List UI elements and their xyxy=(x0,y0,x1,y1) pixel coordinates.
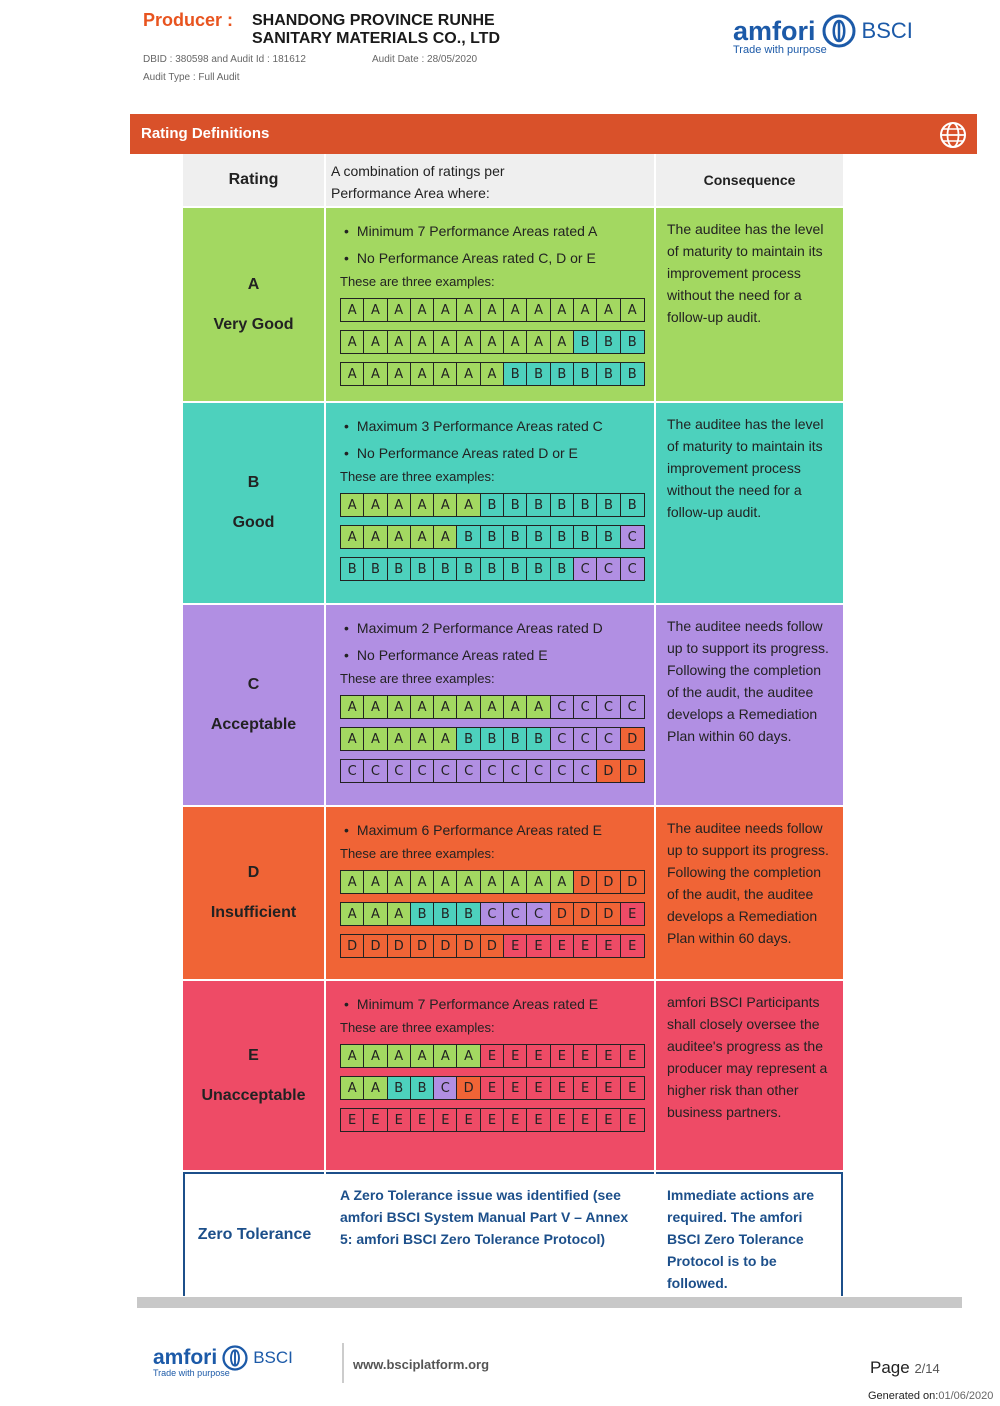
example-rating-box: B xyxy=(551,526,574,548)
combination-rule: • Minimum 7 Performance Areas rated A xyxy=(340,218,654,245)
example-rating-box: A xyxy=(388,299,411,321)
example-rating-box: D xyxy=(574,903,597,925)
example-rating-box: A xyxy=(551,299,574,321)
example-rating-box: B xyxy=(504,494,527,516)
example-rating-box: B xyxy=(551,363,574,385)
example-rating-box: A xyxy=(364,363,387,385)
example-rating-box: D xyxy=(457,935,480,957)
example-rating-box: C xyxy=(574,696,597,718)
example-rating-box: C xyxy=(411,760,434,782)
example-rating-box: A xyxy=(434,871,457,893)
generated-label: Generated on: xyxy=(868,1390,939,1402)
example-rating-box: C xyxy=(457,760,480,782)
example-rating-box: C xyxy=(434,760,457,782)
example-rating-box: A xyxy=(481,696,504,718)
example-sequence xyxy=(340,525,645,549)
consequence-cell: The auditee has the level of maturity to maintain its improvement process without the need for a follow-up audit. xyxy=(656,403,843,603)
header-combination-cell xyxy=(326,154,654,206)
example-rating-box: A xyxy=(434,696,457,718)
example-rating-box: B xyxy=(341,558,364,580)
example-rating-box: E xyxy=(341,1109,364,1131)
example-rating-box: B xyxy=(434,558,457,580)
example-rating-box: A xyxy=(364,728,387,750)
example-rating-box: C xyxy=(341,760,364,782)
example-rating-box: B xyxy=(504,558,527,580)
section-title: Rating Definitions xyxy=(141,125,270,142)
combination-rule: • No Performance Areas rated E xyxy=(340,642,654,669)
example-rating-box: B xyxy=(527,494,550,516)
example-rating-box: B xyxy=(527,363,550,385)
example-rating-box: A xyxy=(364,1045,387,1067)
examples-label: These are three examples: xyxy=(340,671,495,686)
example-rating-box: B xyxy=(551,558,574,580)
logo-tagline: Trade with purpose xyxy=(733,44,827,56)
example-rating-box: E xyxy=(621,1045,644,1067)
consequence-cell: The auditee needs follow up to support its progress. Following the completion of the audit, the auditee develops a Remediation Plan within 60 days. xyxy=(656,605,843,805)
example-rating-box: A xyxy=(388,728,411,750)
example-sequence xyxy=(340,362,645,386)
example-rating-box: B xyxy=(621,331,644,353)
example-rating-box: A xyxy=(411,331,434,353)
example-rating-box: A xyxy=(341,728,364,750)
rating-row-d xyxy=(183,807,843,979)
example-rating-box: E xyxy=(551,1109,574,1131)
example-rating-box: A xyxy=(574,299,597,321)
example-rating-box: A xyxy=(341,526,364,548)
example-rating-box: A xyxy=(341,331,364,353)
example-rating-box: B xyxy=(411,903,434,925)
example-rating-box: A xyxy=(551,331,574,353)
consequence-cell: The auditee needs follow up to support its progress. Following the completion of the audit, the auditee develops a Remediation Plan within 60 days. xyxy=(656,807,843,979)
example-rating-box: E xyxy=(574,1045,597,1067)
example-sequence xyxy=(340,870,645,894)
example-rating-box: B xyxy=(527,526,550,548)
example-rating-box: B xyxy=(481,526,504,548)
rating-name: Unacceptable xyxy=(201,1086,306,1104)
example-rating-box: B xyxy=(434,903,457,925)
amfori-mark-icon xyxy=(822,14,856,48)
example-rating-box: B xyxy=(504,526,527,548)
example-rating-box: B xyxy=(574,526,597,548)
example-rating-box: A xyxy=(434,299,457,321)
combination-rule: • Maximum 6 Performance Areas rated E xyxy=(340,817,654,844)
example-sequence xyxy=(340,557,645,581)
example-rating-box: A xyxy=(341,494,364,516)
example-rating-box: E xyxy=(504,1109,527,1131)
producer-name-line2: SANITARY MATERIALS CO., LTD xyxy=(252,30,500,47)
example-rating-box: B xyxy=(411,558,434,580)
example-rating-box: E xyxy=(527,1109,550,1131)
combination-rule: • No Performance Areas rated C, D or E xyxy=(340,245,654,272)
example-sequence xyxy=(340,330,645,354)
example-rating-box: A xyxy=(388,1045,411,1067)
rating-row-a xyxy=(183,208,843,401)
rating-grade: B xyxy=(247,474,260,491)
footer-logo-tagline: Trade with purpose xyxy=(153,1368,230,1378)
example-rating-box: A xyxy=(364,1077,387,1099)
example-rating-box: C xyxy=(504,903,527,925)
example-rating-box: A xyxy=(411,728,434,750)
example-rating-box: A xyxy=(364,494,387,516)
example-rating-box: D xyxy=(434,935,457,957)
examples-label: These are three examples: xyxy=(340,846,495,861)
example-rating-box: A xyxy=(457,331,480,353)
example-rating-box: E xyxy=(574,1077,597,1099)
producer-name xyxy=(252,12,592,48)
example-rating-box: A xyxy=(434,1045,457,1067)
example-rating-box: B xyxy=(504,728,527,750)
example-rating-box: E xyxy=(481,1077,504,1099)
example-rating-box: D xyxy=(411,935,434,957)
example-sequence xyxy=(340,695,645,719)
example-sequence xyxy=(340,298,645,322)
example-rating-box: B xyxy=(457,903,480,925)
example-rating-box: B xyxy=(411,1077,434,1099)
example-rating-box: B xyxy=(574,363,597,385)
audit-date: Audit Date : 28/05/2020 xyxy=(372,54,478,65)
example-sequence xyxy=(340,1108,645,1132)
rating-cell xyxy=(183,605,324,805)
example-rating-box: E xyxy=(504,935,527,957)
rating-row-b xyxy=(183,403,843,603)
example-rating-box: A xyxy=(527,299,550,321)
footer-divider-bar xyxy=(137,1297,962,1308)
example-sequence xyxy=(340,1076,645,1100)
rating-cell xyxy=(183,403,324,603)
combination-cell xyxy=(326,981,654,1170)
example-rating-box: A xyxy=(411,494,434,516)
example-rating-box: A xyxy=(434,494,457,516)
example-rating-box: A xyxy=(481,363,504,385)
example-rating-box: C xyxy=(597,558,620,580)
example-rating-box: B xyxy=(597,363,620,385)
example-rating-box: E xyxy=(621,903,644,925)
example-rating-box: B xyxy=(621,363,644,385)
example-sequence xyxy=(340,902,645,926)
header-rating-cell xyxy=(183,154,324,206)
example-rating-box: C xyxy=(551,728,574,750)
rating-cell xyxy=(183,208,324,401)
header-consequence-cell xyxy=(656,154,843,206)
example-rating-box: E xyxy=(551,1077,574,1099)
example-rating-box: A xyxy=(457,696,480,718)
example-rating-box: A xyxy=(457,363,480,385)
example-rating-box: C xyxy=(481,760,504,782)
example-rating-box: C xyxy=(574,728,597,750)
example-rating-box: C xyxy=(527,760,550,782)
example-rating-box: B xyxy=(457,728,480,750)
example-rating-box: C xyxy=(504,760,527,782)
example-sequence xyxy=(340,493,645,517)
example-rating-box: C xyxy=(434,1077,457,1099)
example-rating-box: B xyxy=(364,558,387,580)
example-rating-box: D xyxy=(621,760,644,782)
combination-rule: • No Performance Areas rated D or E xyxy=(340,440,654,467)
example-rating-box: A xyxy=(411,363,434,385)
footer-url[interactable]: www.bsciplatform.org xyxy=(353,1357,490,1372)
example-rating-box: E xyxy=(551,1045,574,1067)
example-rating-box: E xyxy=(621,1077,644,1099)
example-rating-box: E xyxy=(621,935,644,957)
example-rating-box: A xyxy=(388,363,411,385)
page-number xyxy=(870,1358,940,1378)
footer-logo-word: amfori xyxy=(153,1346,218,1369)
example-rating-box: A xyxy=(434,526,457,548)
example-rating-box: A xyxy=(388,526,411,548)
producer-label: Producer : xyxy=(143,10,234,30)
example-rating-box: E xyxy=(481,1045,504,1067)
example-rating-box: A xyxy=(364,331,387,353)
example-rating-box: A xyxy=(341,696,364,718)
example-rating-box: C xyxy=(621,526,644,548)
example-rating-box: D xyxy=(364,935,387,957)
example-rating-box: B xyxy=(597,331,620,353)
examples-label: These are three examples: xyxy=(340,469,495,484)
example-rating-box: A xyxy=(504,299,527,321)
example-rating-box: D xyxy=(457,1077,480,1099)
example-rating-box: A xyxy=(621,299,644,321)
example-rating-box: E xyxy=(574,935,597,957)
rating-cell xyxy=(183,807,324,979)
example-rating-box: E xyxy=(527,1077,550,1099)
example-rating-box: A xyxy=(388,903,411,925)
example-rating-box: E xyxy=(597,935,620,957)
zero-tolerance-title: Zero Tolerance xyxy=(197,1226,312,1243)
footer-logo-bsci: BSCI xyxy=(253,1348,293,1367)
example-rating-box: E xyxy=(388,1109,411,1131)
example-rating-box: A xyxy=(341,363,364,385)
header-rating: Rating xyxy=(228,171,279,188)
example-rating-box: A xyxy=(364,526,387,548)
combination-cell xyxy=(326,403,654,603)
combination-cell xyxy=(326,208,654,401)
example-rating-box: B xyxy=(597,494,620,516)
example-rating-box: E xyxy=(434,1109,457,1131)
example-rating-box: E xyxy=(504,1045,527,1067)
examples-label: These are three examples: xyxy=(340,274,495,289)
example-rating-box: A xyxy=(481,871,504,893)
rating-grade: A xyxy=(247,275,260,293)
rating-row-e xyxy=(183,981,843,1170)
example-rating-box: C xyxy=(481,903,504,925)
example-rating-box: C xyxy=(621,696,644,718)
rating-name: Acceptable xyxy=(210,716,297,733)
example-rating-box: D xyxy=(341,935,364,957)
example-rating-box: E xyxy=(411,1109,434,1131)
example-rating-box: C xyxy=(574,760,597,782)
example-rating-box: A xyxy=(341,903,364,925)
header-combination-line1: A combination of ratings per xyxy=(331,163,505,179)
example-rating-box: A xyxy=(411,871,434,893)
example-rating-box: B xyxy=(388,558,411,580)
example-rating-box: C xyxy=(388,760,411,782)
examples-label: These are three examples: xyxy=(340,1020,495,1035)
example-rating-box: A xyxy=(504,696,527,718)
example-rating-box: A xyxy=(388,331,411,353)
example-rating-box: C xyxy=(574,558,597,580)
generated-date: 01/06/2020 xyxy=(938,1390,994,1402)
combination-rule: • Maximum 3 Performance Areas rated C xyxy=(340,413,654,440)
example-sequence xyxy=(340,1044,645,1068)
combination-rule: • Maximum 2 Performance Areas rated D xyxy=(340,615,654,642)
example-rating-box: B xyxy=(481,558,504,580)
example-rating-box: A xyxy=(597,299,620,321)
example-rating-box: C xyxy=(364,760,387,782)
example-rating-box: D xyxy=(597,903,620,925)
zero-tolerance-title-cell xyxy=(183,1172,324,1296)
globe-icon xyxy=(938,120,968,150)
example-rating-box: A xyxy=(364,299,387,321)
example-rating-box: A xyxy=(341,871,364,893)
example-rating-box: E xyxy=(597,1109,620,1131)
example-rating-box: B xyxy=(527,728,550,750)
header-consequence: Consequence xyxy=(703,172,796,188)
example-rating-box: B xyxy=(481,728,504,750)
example-rating-box: E xyxy=(457,1109,480,1131)
example-rating-box: A xyxy=(411,526,434,548)
rating-grade: E xyxy=(248,1046,259,1064)
example-rating-box: D xyxy=(481,935,504,957)
example-sequence xyxy=(340,727,645,751)
combination-rule: • Minimum 7 Performance Areas rated E xyxy=(340,991,654,1018)
footer-amfori-bsci-logo xyxy=(153,1345,293,1378)
rating-name: Very Good xyxy=(213,315,294,333)
combination-cell xyxy=(326,807,654,979)
example-rating-box: A xyxy=(504,871,527,893)
audit-type: Audit Type : Full Audit xyxy=(143,72,240,83)
example-sequence xyxy=(340,759,645,783)
example-rating-box: A xyxy=(527,331,550,353)
example-rating-box: A xyxy=(341,299,364,321)
example-rating-box: A xyxy=(457,494,480,516)
example-rating-box: A xyxy=(457,299,480,321)
example-rating-box: A xyxy=(341,1077,364,1099)
example-rating-box: B xyxy=(504,363,527,385)
example-rating-box: A xyxy=(364,903,387,925)
example-rating-box: A xyxy=(341,1045,364,1067)
page-count: 2/14 xyxy=(914,1361,940,1376)
amfori-bsci-logo xyxy=(733,14,913,56)
example-rating-box: D xyxy=(551,903,574,925)
example-rating-box: A xyxy=(364,871,387,893)
rating-grade: D xyxy=(247,864,260,881)
rating-name: Insufficient xyxy=(210,904,297,921)
page-label: Page xyxy=(870,1358,910,1377)
example-rating-box: E xyxy=(527,935,550,957)
example-rating-box: A xyxy=(388,696,411,718)
example-rating-box: B xyxy=(597,526,620,548)
example-rating-box: A xyxy=(411,696,434,718)
generated-on xyxy=(868,1390,993,1402)
table-header-row xyxy=(183,154,843,206)
example-rating-box: E xyxy=(527,1045,550,1067)
example-rating-box: A xyxy=(364,696,387,718)
example-rating-box: B xyxy=(527,558,550,580)
example-sequence xyxy=(340,934,645,958)
zero-tolerance-row xyxy=(183,1172,843,1296)
example-rating-box: C xyxy=(551,696,574,718)
example-rating-box: E xyxy=(364,1109,387,1131)
example-rating-box: A xyxy=(527,696,550,718)
example-rating-box: D xyxy=(621,871,644,893)
audit-ids: DBID : 380598 and Audit Id : 181612 xyxy=(143,54,306,65)
rating-row-c xyxy=(183,605,843,805)
example-rating-box: C xyxy=(597,728,620,750)
consequence-cell: amfori BSCI Participants shall closely oversee the auditee's progress as the producer may represent a higher risk than other business partners. xyxy=(656,981,843,1170)
rating-definitions-table xyxy=(183,154,843,1296)
example-rating-box: A xyxy=(527,871,550,893)
example-rating-box: D xyxy=(388,935,411,957)
example-rating-box: C xyxy=(527,903,550,925)
producer-name-line1: SHANDONG PROVINCE RUNHE xyxy=(252,12,495,29)
example-rating-box: E xyxy=(551,935,574,957)
example-rating-box: B xyxy=(551,494,574,516)
example-rating-box: E xyxy=(481,1109,504,1131)
rating-cell xyxy=(183,981,324,1170)
example-rating-box: B xyxy=(457,558,480,580)
consequence-cell: The auditee has the level of maturity to maintain its improvement process without the need for a follow-up audit. xyxy=(656,208,843,401)
rating-name: Good xyxy=(232,514,275,531)
example-rating-box: B xyxy=(574,494,597,516)
example-rating-box: B xyxy=(621,494,644,516)
example-rating-box: D xyxy=(574,871,597,893)
header-combination-line2: Performance Area where: xyxy=(331,185,490,201)
example-rating-box: C xyxy=(597,696,620,718)
logo-word: amfori xyxy=(733,15,816,46)
example-rating-box: C xyxy=(551,760,574,782)
example-rating-box: E xyxy=(504,1077,527,1099)
logo-bsci: BSCI xyxy=(861,18,913,43)
zero-tolerance-description: A Zero Tolerance issue was identified (see amfori BSCI System Manual Part V – Annex 5: amfori BSCI Zero Tolerance Protocol) xyxy=(326,1172,654,1296)
example-rating-box: C xyxy=(621,558,644,580)
example-rating-box: A xyxy=(457,1045,480,1067)
example-rating-box: B xyxy=(457,526,480,548)
example-rating-box: B xyxy=(481,494,504,516)
zero-tolerance-consequence: Immediate actions are required. The amfori BSCI Zero Tolerance Protocol is to be followed. xyxy=(656,1172,843,1296)
example-rating-box: D xyxy=(597,760,620,782)
example-rating-box: E xyxy=(574,1109,597,1131)
example-rating-box: A xyxy=(388,871,411,893)
example-rating-box: B xyxy=(574,331,597,353)
example-rating-box: E xyxy=(621,1109,644,1131)
example-rating-box: E xyxy=(597,1045,620,1067)
example-rating-box: A xyxy=(434,331,457,353)
example-rating-box: A xyxy=(411,1045,434,1067)
example-rating-box: D xyxy=(621,728,644,750)
example-rating-box: D xyxy=(597,871,620,893)
example-rating-box: A xyxy=(481,299,504,321)
example-rating-box: A xyxy=(481,331,504,353)
example-rating-box: A xyxy=(434,728,457,750)
example-rating-box: E xyxy=(597,1077,620,1099)
combination-cell xyxy=(326,605,654,805)
example-rating-box: A xyxy=(551,871,574,893)
example-rating-box: A xyxy=(504,331,527,353)
example-rating-box: A xyxy=(434,363,457,385)
footer-separator xyxy=(342,1343,344,1383)
rating-grade: C xyxy=(247,676,260,693)
example-rating-box: A xyxy=(411,299,434,321)
example-rating-box: A xyxy=(457,871,480,893)
example-rating-box: A xyxy=(388,494,411,516)
example-rating-box: B xyxy=(388,1077,411,1099)
